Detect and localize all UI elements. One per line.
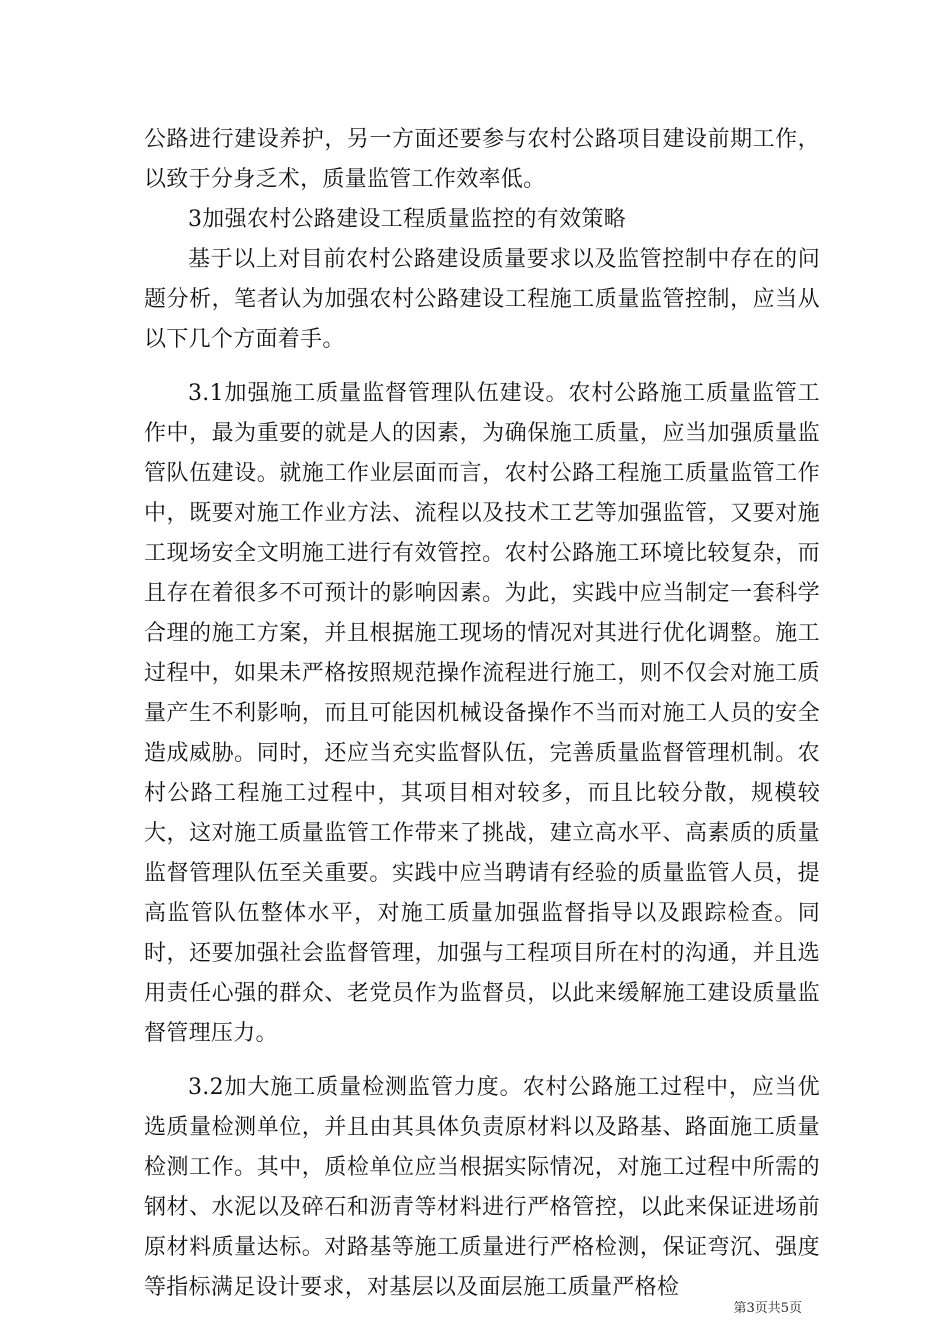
paragraph-continuation: 公路进行建设养护，另一方面还要参与农村公路项目建设前期工作，以致于分身乏术，质量监管工作效率低。 bbox=[144, 127, 820, 192]
section-heading: 3加强农村公路建设工程质量监控的有效策略 bbox=[188, 207, 626, 232]
document-body bbox=[144, 120, 820, 1308]
paragraph-3-1: 3.1加强施工质量监督管理队伍建设。农村公路施工质量监管工作中，最为重要的就是人的因素，为确保施工质量，应当加强质量监管队伍建设。就施工作业层面而言，农村公路工程施工质量监管工作中，既要对施工作业方法、流程以及技术工艺等加强监管，又要对施工现场安全文明施工进行有效管控。农村公路施工环境比较复杂，而且存在着很多不可预计的影响因素。为此，实践中应当制定一套科学合理的施工方案，并且根据施工现场的情况对其进行优化调整。施工过程中，如果未严格按照规范操作流程进行施工，则不仅会对施工质量产生不利影响，而且可能因机械设备操作不当而对施工人员的安全造成威胁。同时，还应当充实监督队伍，完善质量监督管理机制。农村公路工程施工过程中，其项目相对较多，而且比较分散，规模较大，这对施工质量监管工作带来了挑战，建立高水平、高素质的质量监督管理队伍至关重要。实践中应当聘请有经验的质量监管人员，提高监管队伍整体水平，对施工质量加强监督指导以及跟踪检查。同时，还要加强社会监督管理，加强与工程项目所在村的沟通，并且选用责任心强的群众、老党员作为监督员，以此来缓解施工建设质量监督管理压力。 bbox=[144, 381, 820, 1046]
paragraph-intro: 基于以上对目前农村公路建设质量要求以及监管控制中存在的问题分析，笔者认为加强农村公路建设工程施工质量监管控制，应当从以下几个方面着手。 bbox=[144, 247, 820, 352]
paragraph-3-2: 3.2加大施工质量检测监管力度。农村公路施工过程中，应当优选质量检测单位，并且由其具体负责原材料以及路基、路面施工质量检测工作。其中，质检单位应当根据实际情况，对施工过程中所需的钢材、水泥以及碎石和沥青等材料进行严格管控，以此来保证进场前原材料质量达标。对路基等施工质量进行严格检测，保证弯沉、强度等指标满足设计要求，对基层以及面层施工质量严格检 bbox=[144, 1075, 820, 1300]
page-footer: 第3页共5页 bbox=[733, 1301, 802, 1316]
